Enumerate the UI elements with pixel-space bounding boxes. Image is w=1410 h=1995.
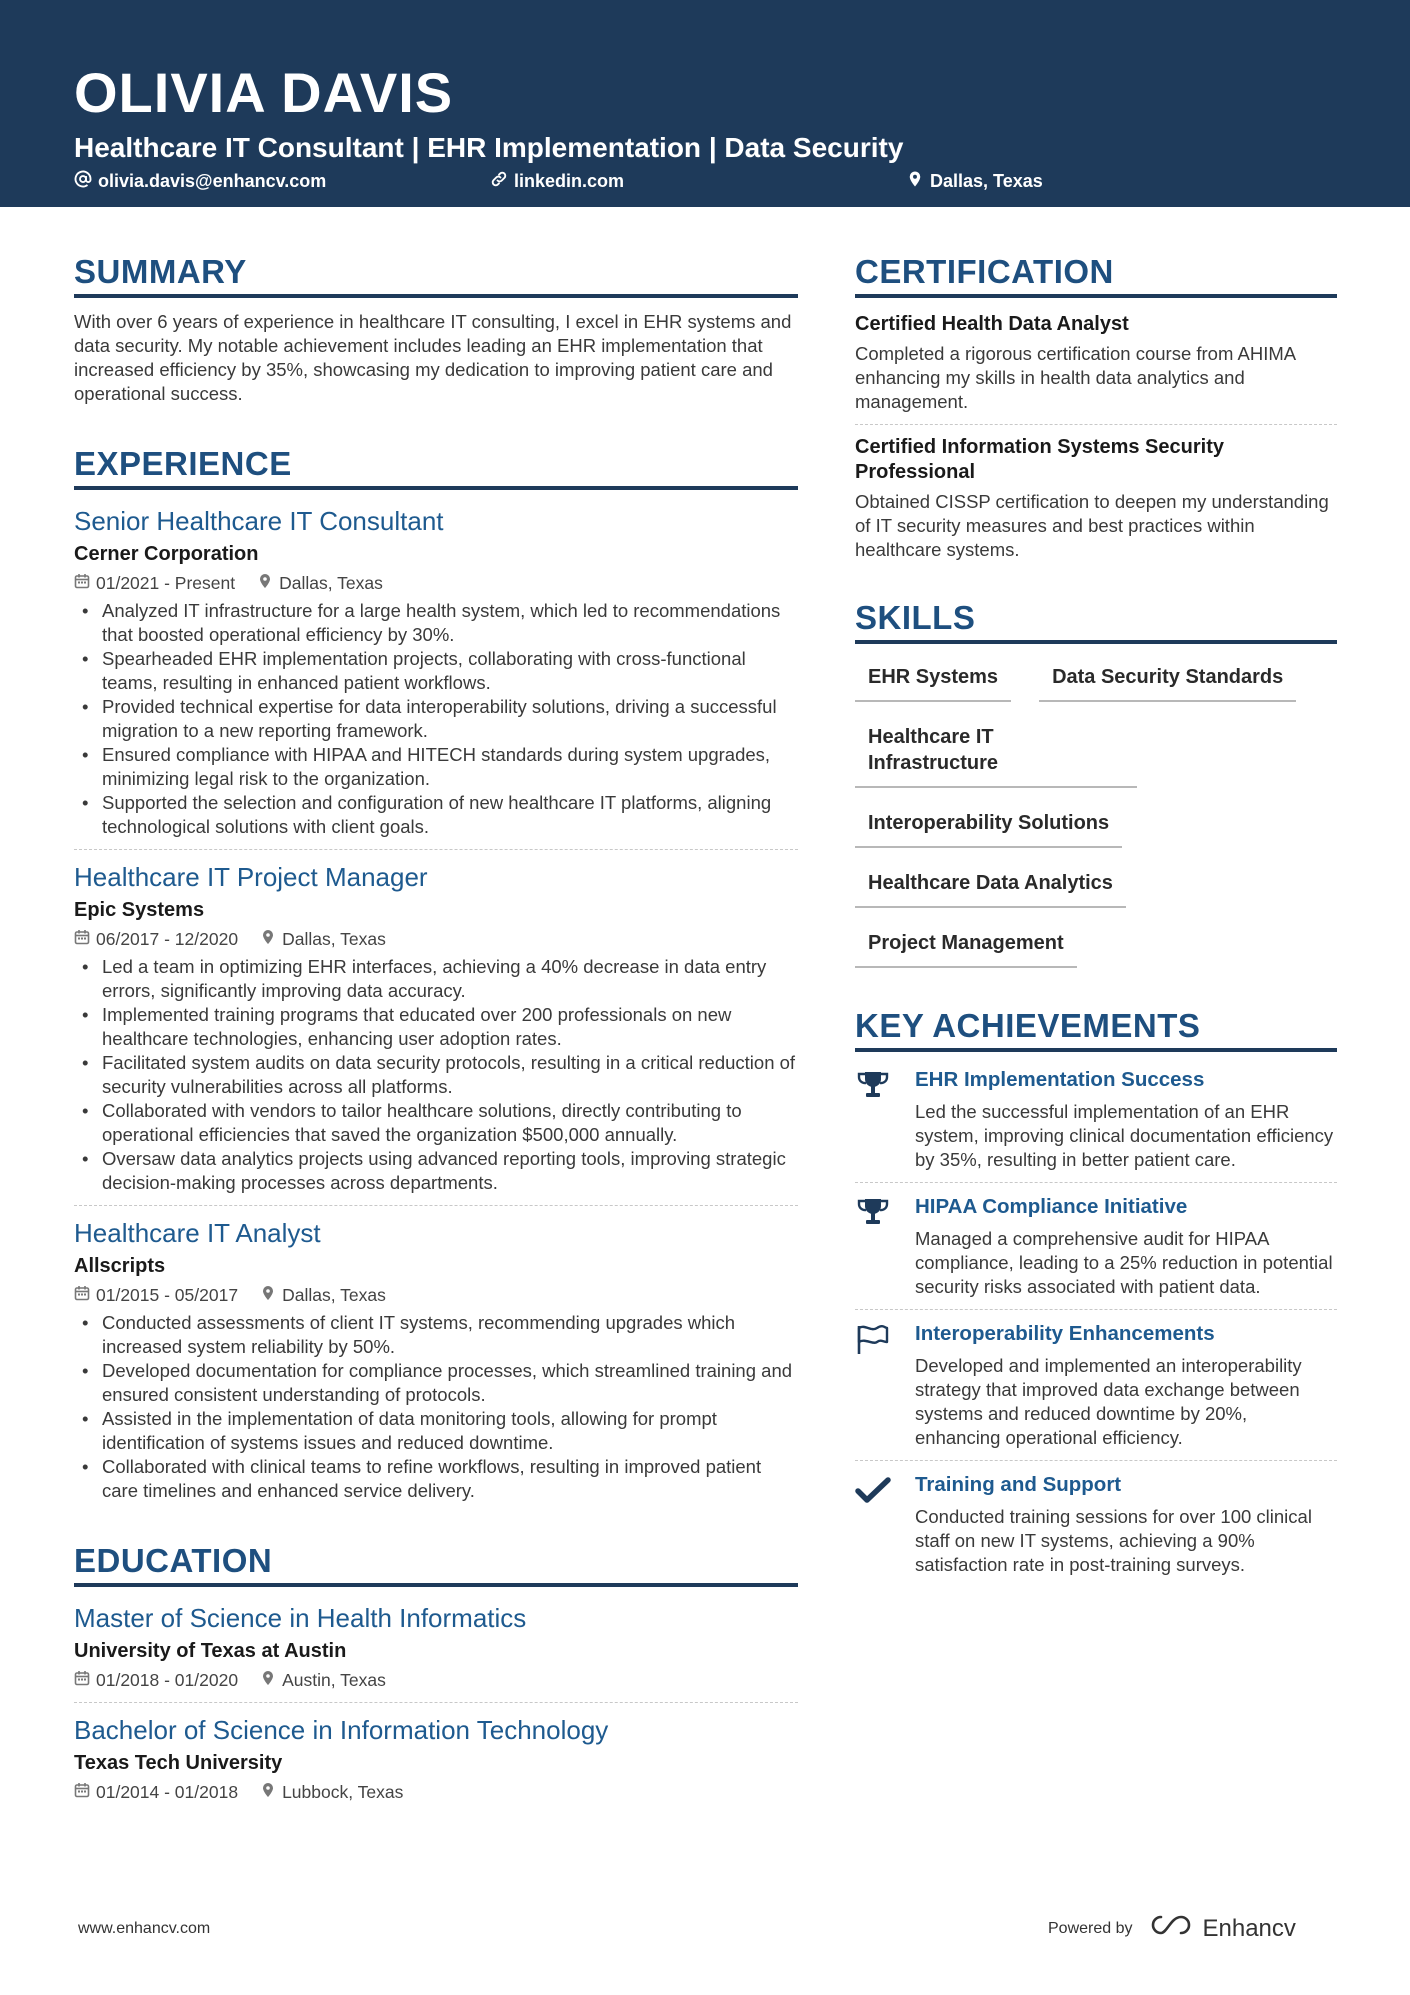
- achievements-title: KEY ACHIEVEMENTS: [855, 1006, 1337, 1052]
- entry-divider: [855, 1309, 1337, 1310]
- job-bullet: • Facilitated system audits on data security protocols, resulting in a critical reduction of security vulnerabilities across all platforms.: [74, 1051, 798, 1099]
- entry-divider: [74, 1205, 798, 1206]
- contact-location: [906, 170, 1043, 193]
- skill-tag: Data Security Standards: [1039, 658, 1296, 702]
- certification-name: Certified Information Systems Security Professional: [855, 436, 1224, 483]
- resume-header: [0, 0, 1410, 207]
- right-column: [855, 252, 1337, 1577]
- job-location-text: Dallas, Texas: [282, 1285, 386, 1305]
- entry-divider: [855, 424, 1337, 425]
- job-bullet: • Supported the selection and configuration of new healthcare IT platforms, aligning technological solutions with client goals.: [74, 791, 798, 839]
- education-location: [260, 1780, 403, 1804]
- job-bullet: • Oversaw data analytics projects using advanced reporting tools, improving strategic decision-making processes across departments.: [74, 1147, 798, 1195]
- location-pin-icon: [260, 927, 276, 951]
- job-dates-text: 06/2017 - 12/2020: [96, 929, 239, 949]
- certification-title: CERTIFICATION: [855, 252, 1337, 298]
- experience-entry: [74, 504, 798, 839]
- powered-by-label: Powered by: [1048, 1919, 1133, 1937]
- education-title: EDUCATION: [74, 1541, 798, 1587]
- job-location: [260, 927, 386, 951]
- enhancv-logo-text: Enhancv: [1202, 1914, 1296, 1942]
- experience-entry: [74, 1216, 798, 1503]
- entry-divider: [74, 1702, 798, 1703]
- calendar-icon: [74, 1668, 90, 1692]
- skills-section: [855, 598, 1337, 984]
- achievement-desc: Conducted training sessions for over 100 clinical staff on new IT systems, achieving a 90% satisfaction rate in post-training surveys.: [915, 1506, 1312, 1575]
- checkmark-icon: [855, 1471, 915, 1577]
- summary-text: With over 6 years of experience in healthcare IT consulting, I excel in EHR systems and data security. My notable achievement includes leading an EHR implementation that increased efficiency by 35%, showcasing my dedication to improving patient care and operational success.: [74, 311, 792, 404]
- skill-tag: Interoperability Solutions: [855, 804, 1122, 848]
- achievement-title: HIPAA Compliance Initiative: [915, 1195, 1188, 1218]
- at-icon: [74, 170, 92, 193]
- calendar-icon: [74, 1283, 90, 1307]
- job-role: Senior Healthcare IT Consultant: [74, 506, 444, 536]
- experience-section: [74, 444, 798, 1503]
- job-dates-text: 01/2021 - Present: [96, 573, 236, 593]
- calendar-icon: [74, 571, 90, 595]
- link-icon: [490, 170, 508, 193]
- education-dates-text: 01/2018 - 01/2020: [96, 1670, 239, 1690]
- location-pin-icon: [260, 1780, 276, 1804]
- job-bullet: • Provided technical expertise for data interoperability solutions, driving a successful migration to a new reporting framework.: [74, 695, 798, 743]
- education-entry: [74, 1713, 798, 1804]
- summary-section: [74, 252, 798, 406]
- job-bullets: [74, 955, 798, 1195]
- job-location-text: Dallas, Texas: [279, 573, 383, 593]
- education-school: University of Texas at Austin: [74, 1640, 347, 1662]
- education-school: Texas Tech University: [74, 1752, 283, 1774]
- job-bullet: • Ensured compliance with HIPAA and HITECH standards during system upgrades, minimizing legal risk to the organization.: [74, 743, 798, 791]
- achievement-title: EHR Implementation Success: [915, 1068, 1205, 1091]
- achievement-entry: [855, 1193, 1337, 1299]
- job-role: Healthcare IT Analyst: [74, 1218, 321, 1248]
- certification-section: [855, 252, 1337, 562]
- achievement-entry: [855, 1471, 1337, 1577]
- job-meta: [74, 1283, 798, 1307]
- skills-title: SKILLS: [855, 598, 1337, 644]
- education-location-text: Lubbock, Texas: [282, 1782, 404, 1802]
- trophy-icon: [855, 1066, 915, 1172]
- job-location-text: Dallas, Texas: [282, 929, 386, 949]
- entry-divider: [855, 1460, 1337, 1461]
- education-location-text: Austin, Texas: [282, 1670, 386, 1690]
- achievement-title: Interoperability Enhancements: [915, 1322, 1215, 1345]
- contact-bar: [74, 170, 1336, 200]
- certification-entry: [855, 312, 1337, 414]
- achievement-desc: Led the successful implementation of an EHR system, improving clinical documentation efficiency by 35%, resulting in better patient care.: [915, 1101, 1334, 1170]
- job-bullet: • Analyzed IT infrastructure for a large health system, which led to recommendations that boosted operational efficiency by 30%.: [74, 599, 798, 647]
- calendar-icon: [74, 1780, 90, 1804]
- footer-branding: [1048, 1912, 1296, 1945]
- job-bullets: [74, 1311, 798, 1503]
- job-dates-text: 01/2015 - 05/2017: [96, 1285, 239, 1305]
- experience-entry: [74, 860, 798, 1195]
- candidate-name: OLIVIA DAVIS: [74, 61, 454, 124]
- job-meta: [74, 571, 798, 595]
- job-location: [260, 1283, 386, 1307]
- skill-tag: Healthcare Data Analytics: [855, 864, 1126, 908]
- job-company: Allscripts: [74, 1255, 166, 1277]
- calendar-icon: [74, 927, 90, 951]
- certification-desc: Completed a rigorous certification course from AHIMA enhancing my skills in health data analytics and management.: [855, 343, 1296, 412]
- job-bullet: • Conducted assessments of client IT systems, recommending upgrades which increased system reliability by 50%.: [74, 1311, 798, 1359]
- job-bullet: • Collaborated with clinical teams to refine workflows, resulting in improved patient care timelines and enhanced service delivery.: [74, 1455, 798, 1503]
- contact-link-text: linkedin.com: [514, 171, 625, 191]
- job-bullets: [74, 599, 798, 839]
- job-location: [257, 571, 383, 595]
- job-bullet: • Developed documentation for compliance processes, which streamlined training and ensured consistent understanding of protocols.: [74, 1359, 798, 1407]
- education-dates-text: 01/2014 - 01/2018: [96, 1782, 239, 1802]
- education-degree: Bachelor of Science in Information Technology: [74, 1715, 609, 1745]
- job-bullet: • Led a team in optimizing EHR interfaces, achieving a 40% decrease in data entry errors, significantly improving data accuracy.: [74, 955, 798, 1003]
- job-dates: [74, 1283, 238, 1307]
- enhancv-logo-icon: [1147, 1912, 1195, 1945]
- candidate-headline: Healthcare IT Consultant | EHR Implementation | Data Security: [74, 132, 904, 163]
- enhancv-logo[interactable]: [1147, 1912, 1296, 1945]
- certification-name: Certified Health Data Analyst: [855, 313, 1129, 335]
- left-column: [74, 252, 798, 1804]
- job-bullet: • Implemented training programs that educated over 200 professionals on new healthcare technologies, enhancing user adoption rates.: [74, 1003, 798, 1051]
- contact-email[interactable]: [74, 170, 326, 193]
- education-degree: Master of Science in Health Informatics: [74, 1603, 527, 1633]
- contact-location-text: Dallas, Texas: [930, 171, 1043, 191]
- education-section: [74, 1541, 798, 1804]
- contact-link[interactable]: [490, 170, 624, 193]
- achievement-title: Training and Support: [915, 1473, 1122, 1496]
- achievement-desc: Developed and implemented an interoperability strategy that improved data exchange between systems and reduced downtime by 20%, enhancing operational efficiency.: [915, 1355, 1302, 1448]
- job-dates: [74, 927, 238, 951]
- skill-tag: EHR Systems: [855, 658, 1011, 702]
- education-dates: [74, 1668, 238, 1692]
- flag-icon: [855, 1320, 915, 1450]
- job-bullet: • Assisted in the implementation of data monitoring tools, allowing for prompt identification of systems issues and reduced downtime.: [74, 1407, 798, 1455]
- location-pin-icon: [906, 170, 924, 193]
- achievement-desc: Managed a comprehensive audit for HIPAA compliance, leading to a 25% reduction in potential security risks associated with patient data.: [915, 1228, 1333, 1297]
- job-bullet: • Collaborated with vendors to tailor healthcare solutions, directly contributing to operational efficiencies that saved the organization $500,000 annually.: [74, 1099, 798, 1147]
- education-entry: [74, 1601, 798, 1692]
- education-meta: [74, 1780, 798, 1804]
- trophy-icon: [855, 1193, 915, 1299]
- entry-divider: [74, 849, 798, 850]
- location-pin-icon: [260, 1668, 276, 1692]
- job-meta: [74, 927, 798, 951]
- job-company: Epic Systems: [74, 899, 205, 921]
- achievement-entry: [855, 1320, 1337, 1450]
- education-dates: [74, 1780, 238, 1804]
- achievements-section: [855, 1006, 1337, 1577]
- education-location: [260, 1668, 386, 1692]
- education-meta: [74, 1668, 798, 1692]
- achievement-entry: [855, 1066, 1337, 1172]
- summary-title: SUMMARY: [74, 252, 798, 298]
- skill-tag: Healthcare IT Infrastructure: [855, 718, 1137, 788]
- job-bullet: • Spearheaded EHR implementation projects, collaborating with cross-functional teams, resulting in enhanced patient workflows.: [74, 647, 798, 695]
- entry-divider: [855, 1182, 1337, 1183]
- experience-title: EXPERIENCE: [74, 444, 798, 490]
- job-role: Healthcare IT Project Manager: [74, 862, 428, 892]
- location-pin-icon: [260, 1283, 276, 1307]
- skill-tag: Project Management: [855, 924, 1077, 968]
- job-dates: [74, 571, 235, 595]
- contact-email-text: olivia.davis@enhancv.com: [98, 171, 327, 191]
- skills-list: [855, 658, 1337, 984]
- job-company: Cerner Corporation: [74, 543, 259, 565]
- location-pin-icon: [257, 571, 273, 595]
- certification-entry: [855, 435, 1337, 562]
- certification-desc: Obtained CISSP certification to deepen my understanding of IT security measures and best practices within healthcare systems.: [855, 491, 1329, 560]
- footer-website[interactable]: www.enhancv.com: [78, 1920, 211, 1937]
